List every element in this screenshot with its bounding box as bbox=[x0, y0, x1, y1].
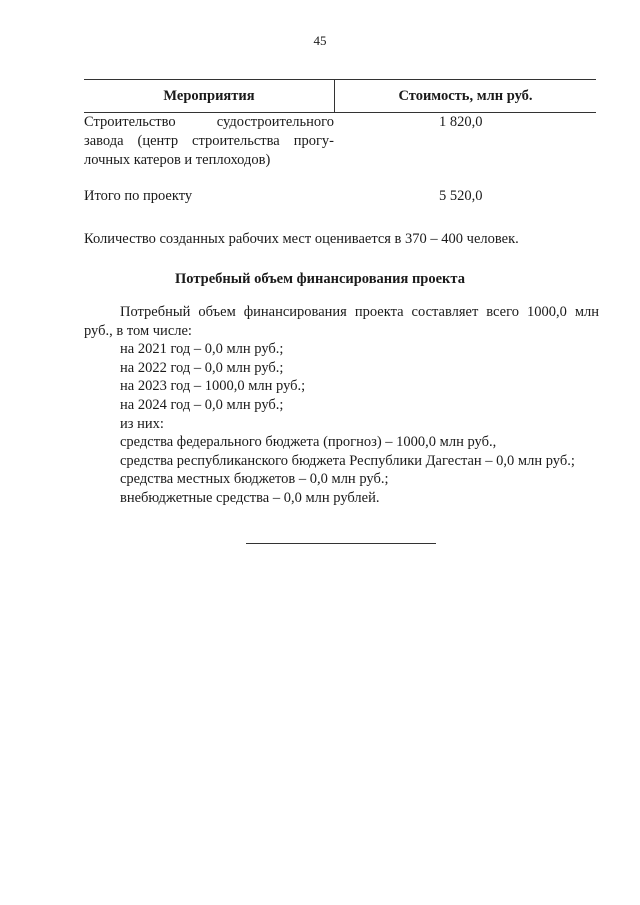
financing-intro: Потребный объем финансирования проекта составляет всего 1000,0 млн руб., в том числе: bbox=[84, 304, 599, 339]
year-line: на 2023 год – 1000,0 млн руб.; bbox=[120, 378, 306, 395]
source-line: внебюджетные средства – 0,0 млн рублей. bbox=[120, 489, 380, 506]
table-header-row bbox=[84, 79, 596, 113]
source-line: средства местных бюджетов – 0,0 млн руб.; bbox=[120, 471, 389, 488]
page-number: 45 bbox=[313, 33, 327, 48]
table-cell-event: Итого по проекту bbox=[84, 188, 193, 204]
year-line: на 2024 год – 0,0 млн руб.; bbox=[120, 396, 284, 413]
year-line: на 2022 год – 0,0 млн руб.; bbox=[120, 359, 284, 376]
source-line: средства федерального бюджета (прогноз) – 1000,0 млн руб., bbox=[120, 434, 497, 451]
event-line: завода (центр строительства прогу- bbox=[84, 133, 334, 149]
header-events: Мероприятия bbox=[84, 80, 335, 112]
cost-table bbox=[84, 79, 596, 206]
header-cost: Стоимость, млн руб. bbox=[398, 87, 533, 104]
table-row-total bbox=[84, 187, 596, 206]
separator-line bbox=[246, 543, 436, 544]
source-line: средства республиканского бюджета Республики Дагестан – 0,0 млн руб.; bbox=[120, 452, 575, 469]
section-title: Потребный объем финансирования проекта bbox=[175, 271, 465, 287]
table-cell-cost: 1 820,0 bbox=[439, 114, 483, 130]
year-line: на 2021 год – 0,0 млн руб.; bbox=[120, 341, 284, 358]
of-which-line: из них: bbox=[120, 415, 164, 432]
table-cell-cost: 5 520,0 bbox=[439, 188, 483, 204]
table-row bbox=[84, 113, 596, 170]
workers-paragraph: Количество созданных рабочих мест оценивается в 370 – 400 человек. bbox=[84, 231, 519, 247]
table-cell-event bbox=[84, 113, 334, 170]
event-line: лочных катеров и теплоходов) bbox=[84, 152, 271, 168]
event-line: Строительство судостроительного bbox=[84, 114, 334, 130]
financing-text bbox=[84, 303, 599, 508]
